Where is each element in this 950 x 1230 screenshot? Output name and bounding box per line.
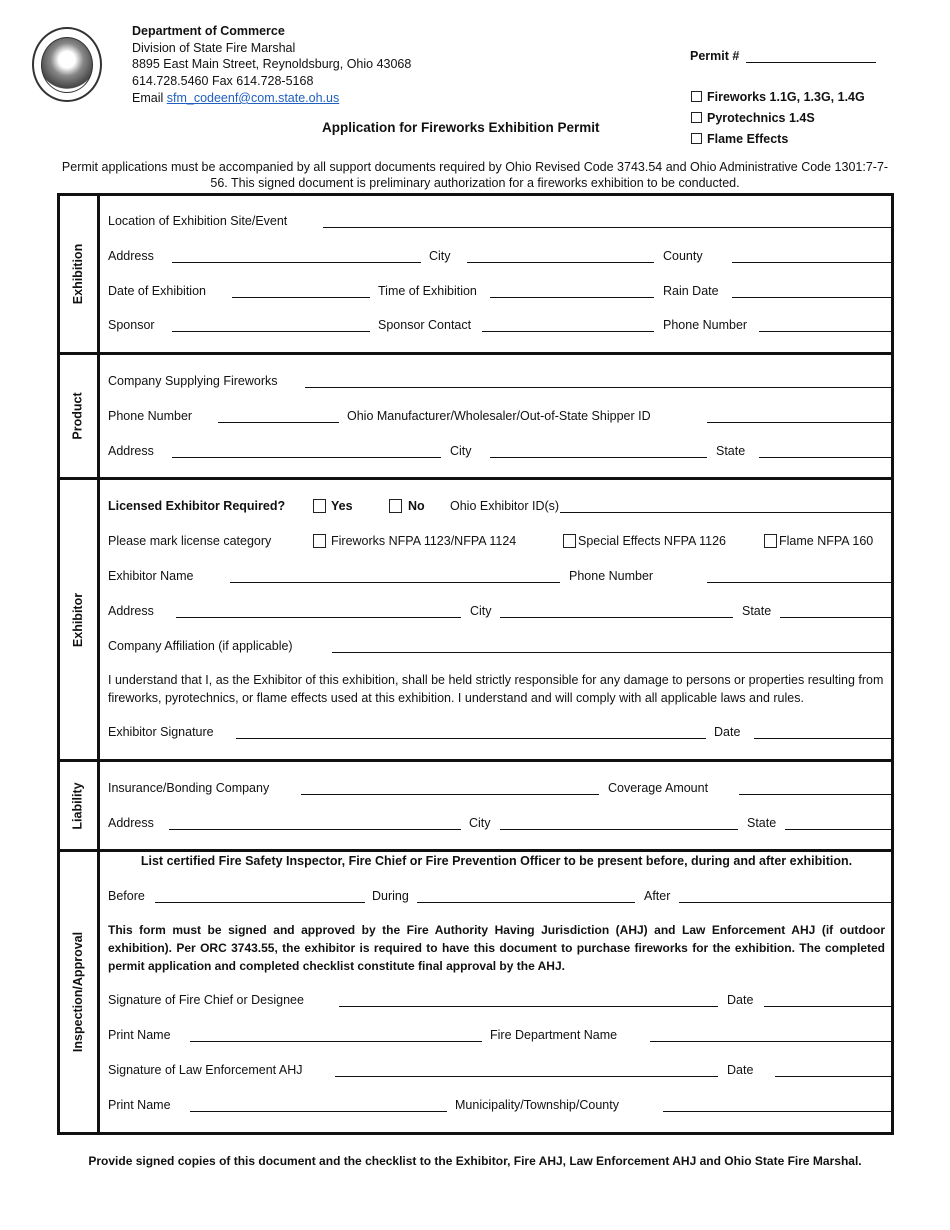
exhibitor-statement: I understand that I, as the Exhibitor of this exhibition, shall be held strictly responsible for any damage to persons or properties resulting from fireworks, pyrotechnics, or flame effects used at this exhibition. I understand and will comply with all applicable laws and rules. — [108, 673, 884, 705]
time-field[interactable] — [490, 297, 654, 298]
fireworks-nfpa-checkbox[interactable] — [313, 534, 326, 548]
liability-state-field[interactable] — [785, 829, 891, 830]
exhibitor-phone-label: Phone Number — [569, 569, 654, 583]
email-link[interactable]: sfm_codeenf@com.state.oh.us — [166, 91, 340, 105]
special-effects-checkbox[interactable] — [563, 534, 576, 548]
time-label: Time of Exhibition — [378, 284, 477, 298]
fire-department-field[interactable] — [650, 1041, 891, 1042]
exhibitor-state-field[interactable] — [780, 617, 891, 618]
liability-city-field[interactable] — [500, 829, 738, 830]
after-field[interactable] — [679, 902, 891, 903]
municipality-field[interactable] — [663, 1111, 891, 1112]
product-state-label: State — [716, 444, 746, 458]
law-date-label: Date — [727, 1063, 754, 1077]
liability-city-label: City — [469, 816, 491, 830]
location-label: Location of Exhibition Site/Event — [108, 214, 288, 228]
insurance-field[interactable] — [301, 794, 599, 795]
product-address-label: Address — [108, 444, 154, 458]
sponsor-field[interactable] — [172, 331, 370, 332]
law-date-field[interactable] — [775, 1076, 891, 1077]
exhibitor-city-label: City — [470, 604, 492, 618]
product-address-field[interactable] — [172, 457, 441, 458]
page-title: Application for Fireworks Exhibition Permit — [322, 120, 600, 135]
office-address: 8895 East Main Street, Reynoldsburg, Ohio 43068 — [132, 57, 412, 71]
fire-chief-date-field[interactable] — [764, 1006, 891, 1007]
permit-number-label: Permit # — [690, 49, 740, 63]
affiliation-label: Company Affiliation (if applicable) — [108, 639, 293, 653]
section-product: Product — [71, 392, 86, 440]
coverage-label: Coverage Amount — [608, 781, 709, 795]
ohio-seal-logo — [32, 27, 102, 102]
municipality-label: Municipality/Township/County — [455, 1098, 619, 1112]
rain-date-field[interactable] — [732, 297, 891, 298]
shipper-id-field[interactable] — [707, 422, 891, 423]
ohio-id-label: Ohio Exhibitor ID(s) — [450, 499, 560, 513]
flame-nfpa-label: Flame NFPA 160 — [779, 534, 874, 548]
exhibitor-date-label: Date — [714, 725, 741, 739]
division-name: Division of State Fire Marshal — [132, 41, 296, 55]
fire-chief-signature-field[interactable] — [339, 1006, 718, 1007]
section-divider — [57, 477, 894, 480]
exhibitor-signature-field[interactable] — [236, 738, 706, 739]
section-inspection: Inspection/Approval — [71, 931, 85, 1053]
pyrotechnics-type-label: Pyrotechnics 1.4S — [707, 111, 815, 125]
special-effects-label: Special Effects NFPA 1126 — [578, 534, 726, 548]
office-phone: 614.728.5460 Fax 614.728-5168 — [132, 74, 314, 88]
yes-label: Yes — [331, 499, 353, 513]
sponsor-contact-label: Sponsor Contact — [378, 318, 472, 332]
exhibition-city-label: City — [429, 249, 451, 263]
affiliation-field[interactable] — [332, 652, 891, 653]
exhibitor-state-label: State — [742, 604, 772, 618]
fireworks-type-label: Fireworks 1.1G, 1.3G, 1.4G — [707, 90, 865, 104]
exhibitor-address-field[interactable] — [176, 617, 461, 618]
liability-state-label: State — [747, 816, 777, 830]
license-category-label: Please mark license category — [108, 534, 272, 548]
fireworks-nfpa-label: Fireworks NFPA 1123/NFPA 1124 — [331, 534, 517, 548]
office-email — [132, 90, 339, 106]
flame-nfpa-checkbox[interactable] — [764, 534, 777, 548]
sponsor-phone-label: Phone Number — [663, 318, 748, 332]
exhibitor-city-field[interactable] — [500, 617, 733, 618]
exhibition-county-field[interactable] — [732, 262, 891, 263]
sponsor-label: Sponsor — [108, 318, 155, 332]
yes-checkbox[interactable] — [313, 499, 326, 513]
exhibitor-address-label: Address — [108, 604, 154, 618]
product-state-field[interactable] — [759, 457, 891, 458]
exhibitor-phone-field[interactable] — [707, 582, 891, 583]
inspection-heading: List certified Fire Safety Inspector, Fire Chief or Fire Prevention Officer to be present before, during and after exhibition. — [140, 854, 853, 868]
law-signature-field[interactable] — [335, 1076, 718, 1077]
section-divider — [57, 759, 894, 762]
product-city-label: City — [450, 444, 472, 458]
company-field[interactable] — [305, 387, 891, 388]
exhibitor-name-field[interactable] — [230, 582, 560, 583]
approval-notice: This form must be signed and approved by the Fire Authority Having Jurisdiction (AHJ) and Law Enforcement AHJ (if outdoor exhibition). Per ORC 3743.55, the exhibitor is required to have this document to purchase fireworks for the exhibition. The completed permit application and completed checklist constitute final approval by the AHJ. — [108, 923, 885, 973]
no-label: No — [408, 499, 425, 513]
product-phone-label: Phone Number — [108, 409, 193, 423]
fire-department-label: Fire Department Name — [490, 1028, 618, 1042]
law-print-name-field[interactable] — [190, 1111, 447, 1112]
exhibition-address-label: Address — [108, 249, 154, 263]
licensed-required-label: Licensed Exhibitor Required? — [108, 499, 286, 513]
liability-address-label: Address — [108, 816, 154, 830]
sponsor-contact-field[interactable] — [482, 331, 654, 332]
date-label: Date of Exhibition — [108, 284, 206, 298]
exhibition-address-field[interactable] — [172, 262, 421, 263]
fire-print-name-label: Print Name — [108, 1028, 171, 1042]
footer-note: Provide signed copies of this document and the checklist to the Exhibitor, Fire AHJ, Law Enforcement AHJ and Ohio State Fire Marshal. — [88, 1154, 862, 1168]
exhibitor-name-label: Exhibitor Name — [108, 569, 194, 583]
flame-effects-type-checkbox[interactable] — [691, 133, 702, 144]
law-signature-label: Signature of Law Enforcement AHJ — [108, 1063, 303, 1077]
pyrotechnics-type-checkbox[interactable] — [691, 112, 702, 123]
rain-date-label: Rain Date — [663, 284, 719, 298]
fire-chief-signature-label: Signature of Fire Chief or Designee — [108, 993, 304, 1007]
product-city-field[interactable] — [490, 457, 707, 458]
fire-chief-date-label: Date — [727, 993, 754, 1007]
section-divider — [57, 352, 894, 355]
flame-effects-type-label: Flame Effects — [707, 132, 789, 146]
section-exhibitor: Exhibitor — [71, 592, 86, 647]
date-field[interactable] — [232, 297, 370, 298]
exhibition-city-field[interactable] — [467, 262, 654, 263]
fireworks-type-checkbox[interactable] — [691, 91, 702, 102]
during-label: During — [372, 889, 409, 903]
shipper-id-label: Ohio Manufacturer/Wholesaler/Out-of-State Shipper ID — [347, 409, 651, 423]
fire-print-name-field[interactable] — [190, 1041, 482, 1042]
section-exhibition: Exhibition — [71, 243, 86, 305]
after-label: After — [644, 889, 671, 903]
section-liability: Liability — [71, 781, 86, 830]
email-label: Email — [132, 91, 167, 105]
company-label: Company Supplying Fireworks — [108, 374, 278, 388]
ohio-id-field[interactable] — [560, 512, 891, 513]
exhibitor-signature-label: Exhibitor Signature — [108, 725, 214, 739]
location-field[interactable] — [323, 227, 891, 228]
permit-number-field[interactable] — [746, 62, 876, 63]
product-phone-field[interactable] — [218, 422, 339, 423]
sponsor-phone-field[interactable] — [759, 331, 891, 332]
liability-address-field[interactable] — [169, 829, 461, 830]
coverage-field[interactable] — [739, 794, 891, 795]
before-field[interactable] — [155, 902, 365, 903]
during-field[interactable] — [417, 902, 635, 903]
exhibition-county-label: County — [663, 249, 703, 263]
department-name: Department of Commerce — [132, 24, 285, 38]
law-print-name-label: Print Name — [108, 1098, 171, 1112]
exhibitor-date-field[interactable] — [754, 738, 891, 739]
section-divider — [57, 849, 894, 852]
intro-text: Permit applications must be accompanied by all support documents required by Ohio Revised Code 3743.54 and Ohio Administrative Code 1301:7-7-56. This signed document is preliminary authorization for a fireworks exhibition to be conducted. — [61, 160, 889, 190]
before-label: Before — [108, 889, 145, 903]
insurance-label: Insurance/Bonding Company — [108, 781, 270, 795]
no-checkbox[interactable] — [389, 499, 402, 513]
